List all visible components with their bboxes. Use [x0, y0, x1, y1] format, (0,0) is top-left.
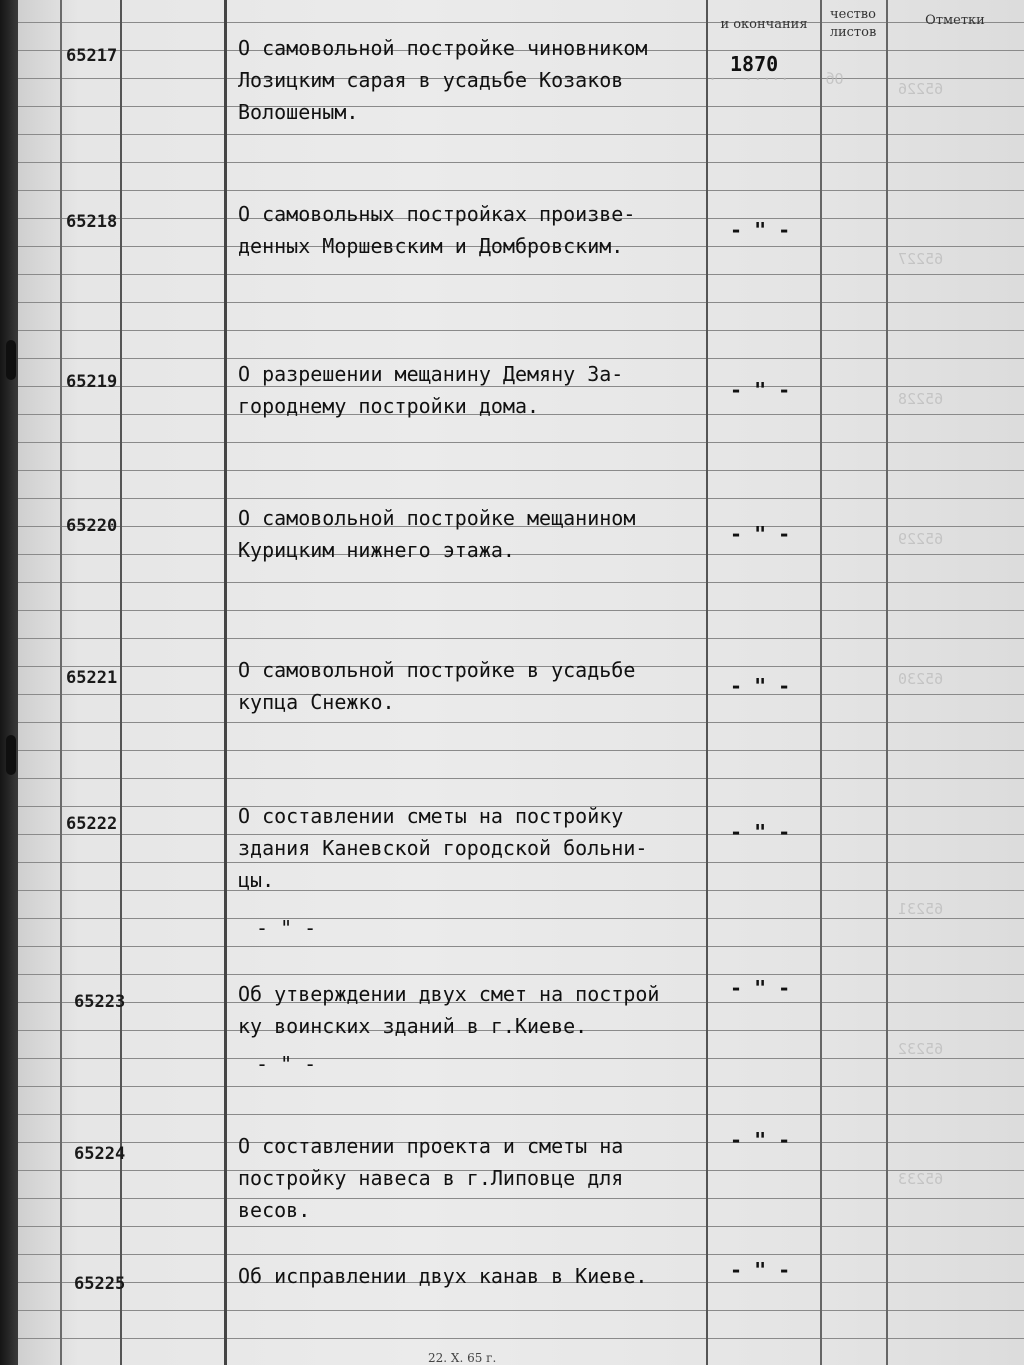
ruling-line [18, 1254, 1024, 1255]
ruling-line [18, 722, 1024, 723]
record-date: - " - [730, 522, 791, 546]
record-ditto: - " - [256, 1052, 317, 1076]
ruling-line [18, 1338, 1024, 1339]
ruling-line [18, 162, 1024, 163]
record-title-line: постройку навеса в г.Липовце для [238, 1166, 624, 1190]
record-title-line: ку воинских зданий в г.Киеве. [238, 1014, 588, 1038]
record-title-line: О самовольных постройках произве- [238, 202, 636, 226]
ruling-line [18, 498, 1024, 499]
header-marks: Отметки [925, 13, 985, 28]
footer-date: 22. X. 65 г. [428, 1351, 497, 1365]
column-divider [706, 0, 708, 1365]
ruling-line [18, 190, 1024, 191]
record-number: 65218 [66, 212, 118, 232]
ruling-line [18, 694, 1024, 695]
binding-hole [6, 735, 16, 775]
header-dates: и окончания [720, 17, 808, 32]
ruling-line [18, 134, 1024, 135]
ruling-line [18, 974, 1024, 975]
ruling-line [18, 1310, 1024, 1311]
binding-edge [0, 0, 18, 1365]
record-number: 65220 [66, 516, 118, 536]
ruling-line [18, 582, 1024, 583]
ruling-line [18, 946, 1024, 947]
ruling-line [18, 1114, 1024, 1115]
record-title-line: весов. [238, 1198, 311, 1222]
record-number: 65224 [74, 1144, 126, 1164]
column-divider [886, 0, 888, 1365]
record-title-line: О составлении сметы на постройку [238, 804, 624, 828]
binding-hole [6, 340, 16, 380]
ruling-line [18, 1198, 1024, 1199]
record-title-line: О самовольной постройке чиновником [238, 36, 648, 60]
ruling-line [18, 778, 1024, 779]
record-number: 65217 [66, 46, 118, 66]
record-title-line: денных Моршевским и Домбровским. [238, 234, 624, 258]
record-title-line: городнему постройки дома. [238, 394, 540, 418]
ruling-line [18, 638, 1024, 639]
ruling-line [18, 330, 1024, 331]
record-date: - " - [730, 820, 791, 844]
record-title-line: О разрешении мещанину Демяну За- [238, 362, 624, 386]
ruling-line [18, 106, 1024, 107]
ruling-line [18, 442, 1024, 443]
record-title-line: Волошеным. [238, 100, 359, 124]
ruling-line [18, 610, 1024, 611]
record-date: - " - [730, 218, 791, 242]
record-number: 65219 [66, 372, 118, 392]
record-number: 65223 [74, 992, 126, 1012]
ruling-line [18, 1058, 1024, 1059]
ruling-line [18, 554, 1024, 555]
ruling-line [18, 1086, 1024, 1087]
record-number: 65221 [66, 668, 118, 688]
ruling-line [18, 918, 1024, 919]
header-count: чество листов [829, 7, 877, 40]
record-number: 65225 [74, 1274, 126, 1294]
ledger-page: и окончания чество листов Отметки Об ····· · 65226 65227 65228 65229 65230 65231 65232 65233 65217 О самовольной постройке чиновником Лозицким сарая в усадьбе Козаков Волошеным. 1870 65218 О самовольных постройках произве- денных Моршевским и Домбровским. - " - 65219 О разрешении мещанину Демяну За- городнему постройки дома. - " - 65220 О самовольной постройке мещанином Курицким нижнего этажа. - " - 65221 О самовольной постройке в усадьбе купца Снежко. - " - 65222 О составлении сметы на постройку здания Каневской городской больни- цы. - " - - " - 65223 Об утверждении двух смет на построй ку воинских зданий в г.Киеве. - " - - " - 65224 О составлении проекта и сметы на постройку навеса в г.Липовце для весов. - " - 65225 Об исправлении двух канав в Киеве. - " - 22. X. 65 г. [18, 0, 1024, 1365]
ruling-line [18, 302, 1024, 303]
column-divider [820, 0, 822, 1365]
record-date: - " - [730, 1128, 791, 1152]
record-title-line: Об утверждении двух смет на построй [238, 982, 660, 1006]
record-date: - " - [730, 976, 791, 1000]
ruling-line [18, 1226, 1024, 1227]
column-divider [60, 0, 62, 1365]
record-title-line: Лозицким сарая в усадьбе Козаков [238, 68, 624, 92]
record-date: - " - [730, 674, 791, 698]
record-title-line: Об исправлении двух канав в Киеве. [238, 1264, 648, 1288]
ruling-line [18, 470, 1024, 471]
column-divider [224, 0, 227, 1365]
record-title-line: О составлении проекта и сметы на [238, 1134, 624, 1158]
record-date: - " - [730, 1258, 791, 1282]
ruling-line [18, 274, 1024, 275]
record-ditto: - " - [256, 916, 317, 940]
record-title-line: купца Снежко. [238, 690, 395, 714]
ruling-line [18, 750, 1024, 751]
record-title-line: О самовольной постройке в усадьбе [238, 658, 636, 682]
ruling-line [18, 890, 1024, 891]
record-number: 65222 [66, 814, 118, 834]
record-title-line: О самовольной постройке мещанином [238, 506, 636, 530]
record-date: 1870 [730, 52, 779, 76]
record-date: - " - [730, 378, 791, 402]
record-title-line: цы. [238, 868, 275, 892]
record-title-line: Курицким нижнего этажа. [238, 538, 515, 562]
record-title-line: здания Каневской городской больни- [238, 836, 648, 860]
